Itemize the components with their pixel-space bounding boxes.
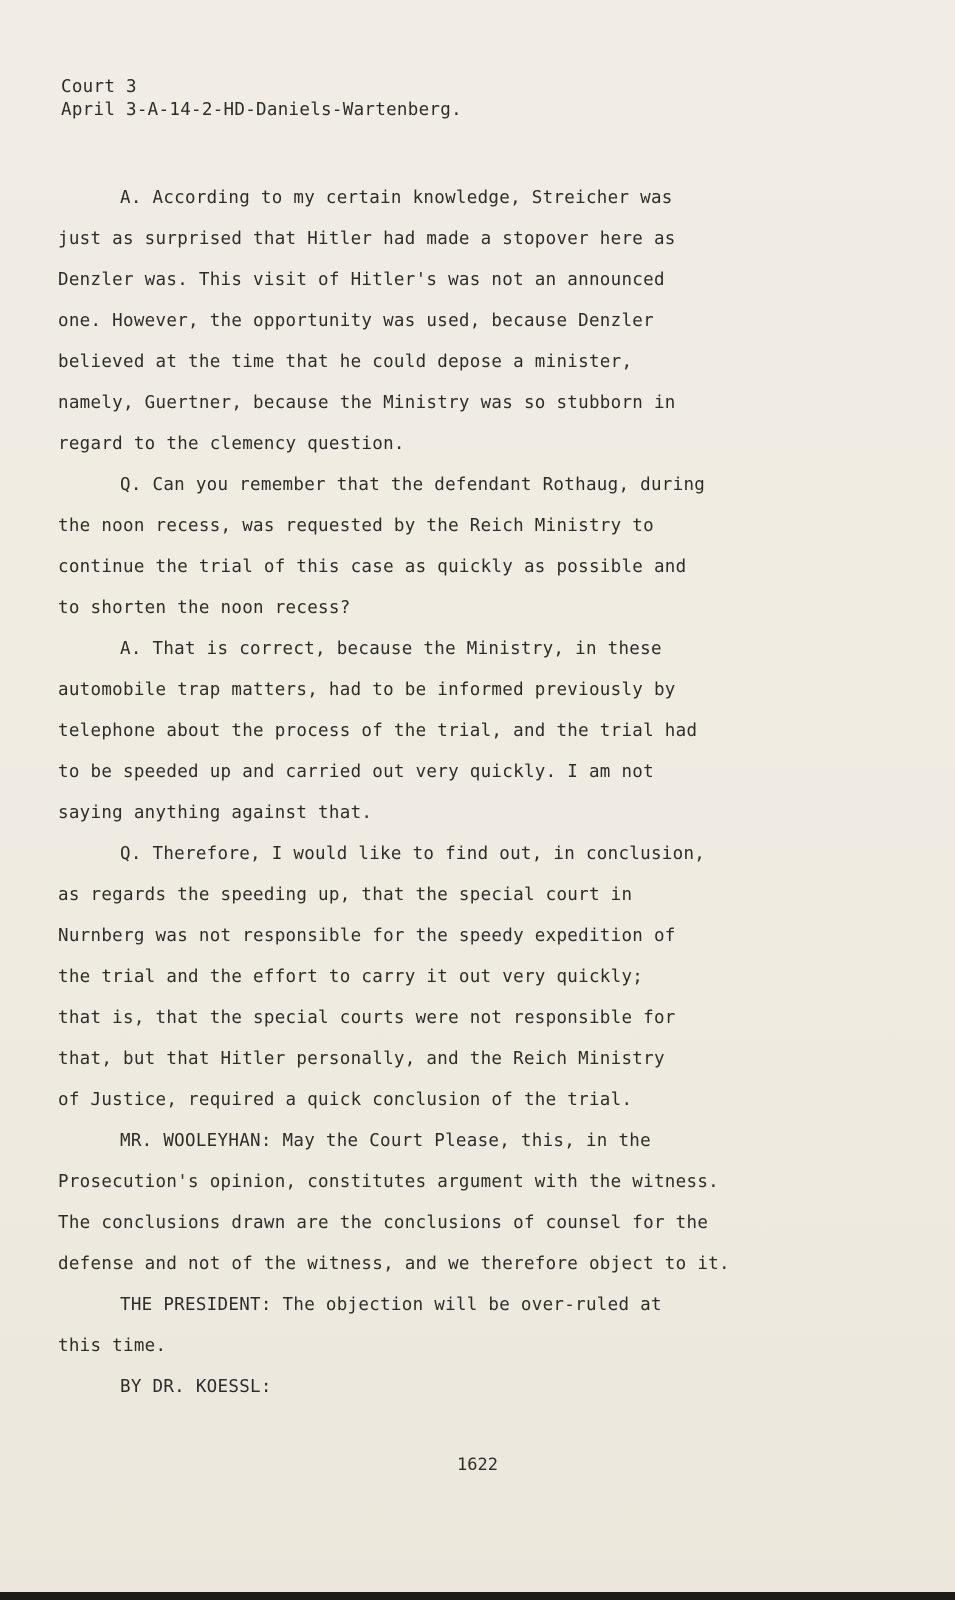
transcript-line: Q. Can you remember that the defendant Rothaug, during [120,475,706,495]
session-reference: April 3-A-14-2-HD-Daniels-Wartenberg. [61,100,462,120]
transcript-line: MR. WOOLEYHAN: May the Court Please, this, in the [120,1131,651,1151]
transcript-line: to be speeded up and carried out very quickly. I am not [58,762,654,782]
transcript-body [58,178,878,1408]
transcript-line: The conclusions drawn are the conclusions of counsel for the [58,1213,709,1233]
transcript-line: that, but that Hitler personally, and the Reich Ministry [58,1049,665,1069]
transcript-line: defense and not of the witness, and we therefore object to it. [58,1254,730,1274]
transcript-line: continue the trial of this case as quickly as possible and [58,557,687,577]
transcript-line: THE PRESIDENT: The objection will be over-ruled at [120,1295,662,1315]
transcript-line: regard to the clemency question. [58,434,405,454]
transcript-line: Prosecution's opinion, constitutes argument with the witness. [58,1172,719,1192]
transcript-line: to shorten the noon recess? [58,598,351,618]
transcript-line: this time. [58,1336,167,1356]
transcript-line: of Justice, required a quick conclusion of the trial. [58,1090,633,1110]
page-number: 1622 [457,1455,498,1475]
court-label: Court 3 [61,77,137,97]
transcript-line: the trial and the effort to carry it out very quickly; [58,967,644,987]
scan-bottom-edge [0,1592,955,1600]
transcript-line: Denzler was. This visit of Hitler's was not an announced [58,270,665,290]
transcript-line: one. However, the opportunity was used, because Denzler [58,311,654,331]
transcript-line: Nurnberg was not responsible for the speedy expedition of [58,926,676,946]
document-header [61,76,462,122]
transcript-line: telephone about the process of the trial, and the trial had [58,721,698,741]
transcript-line: as regards the speeding up, that the special court in [58,885,633,905]
transcript-line: BY DR. KOESSL: [120,1377,272,1397]
transcript-line: the noon recess, was requested by the Reich Ministry to [58,516,654,536]
transcript-line: saying anything against that. [58,803,373,823]
transcript-line: automobile trap matters, had to be informed previously by [58,680,676,700]
transcript-line: A. That is correct, because the Ministry, in these [120,639,662,659]
transcript-line: Q. Therefore, I would like to find out, in conclusion, [120,844,706,864]
transcript-line: just as surprised that Hitler had made a stopover here as [58,229,676,249]
transcript-line: that is, that the special courts were not responsible for [58,1008,676,1028]
transcript-line: believed at the time that he could depose a minister, [58,352,633,372]
transcript-line: A. According to my certain knowledge, Streicher was [120,188,673,208]
transcript-line: namely, Guertner, because the Ministry was so stubborn in [58,393,676,413]
